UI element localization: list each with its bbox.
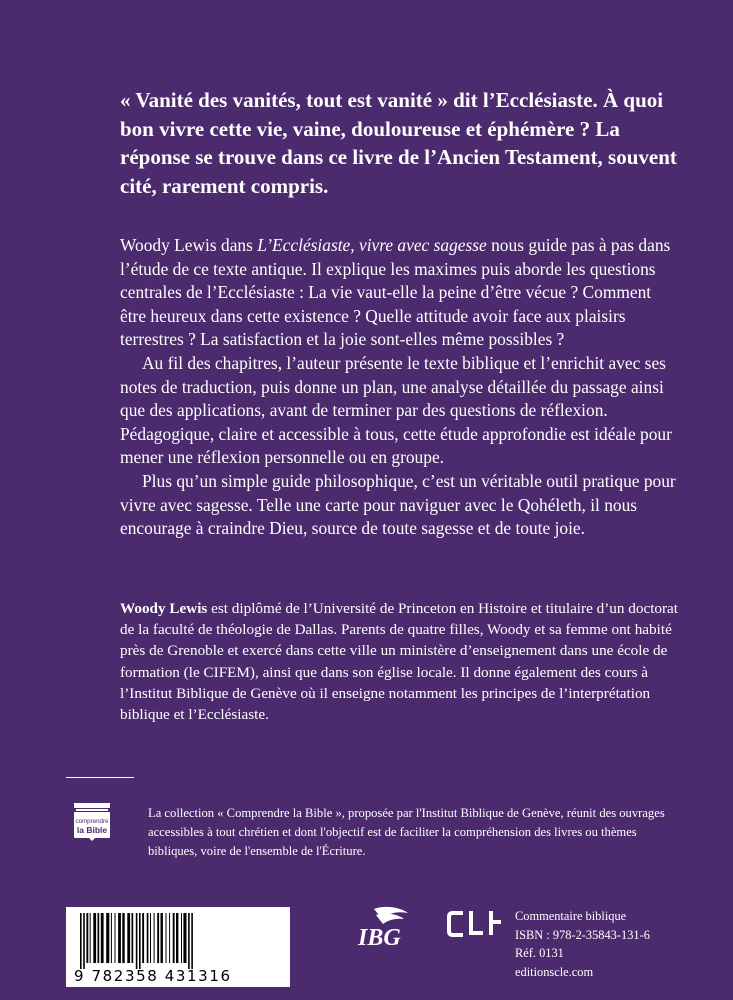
ibg-logo-icon — [354, 905, 410, 949]
divider — [66, 777, 134, 778]
barcode — [66, 907, 290, 987]
barcode-bar — [115, 913, 116, 963]
collection-logo — [72, 802, 112, 842]
barcode-number: 9 782358 431316 — [74, 967, 232, 985]
barcode-bar — [169, 913, 170, 963]
barcode-bar — [150, 913, 151, 963]
barcode-bar — [98, 913, 100, 963]
lead-paragraph: « Vanité des vanités, tout est vanité » dit l’Ecclésiaste. À quoi bon vivre cette vie, vaine, douloureuse et éphémère ? La réponse se trouve dans ce livre de l’Ancien Testament, souvent cité, rarement compris. — [120, 88, 677, 198]
barcode-bars — [76, 913, 280, 969]
barcode-bar — [127, 913, 130, 963]
isbn: ISBN : 978-2-35843-131-6 — [515, 927, 650, 942]
reference: Réf. 0131 — [515, 946, 564, 961]
cle-logo-icon — [447, 907, 503, 943]
barcode-bar — [136, 913, 138, 969]
svg-text:la Bible: la Bible — [76, 825, 108, 835]
barcode-bar — [139, 913, 141, 969]
description-paragraph-3: Plus qu’un simple guide philosophique, c’est un véritable outil pratique pour vivre avec sagesse. Telle une carte pour naviguer avec le Qohéleth, il nous encourage à craindre Dieu, source de toute sagesse et de toute joie. — [120, 470, 676, 539]
barcode-bar — [101, 913, 104, 963]
barcode-bar — [147, 913, 149, 963]
barcode-bar — [181, 913, 182, 963]
description-paragraph-1: Woody Lewis dans L’Ecclésiaste, vivre avec sagesse nous guide pas à pas dans l’étude de ce texte antique. Il explique les maximes puis aborde les questions centrales de l’Ecclésiaste : La vie vaut-elle la peine d’être vécue ? Comment être heureux dans cette existence ? Quelle attitude avoir face aux plaisirs terrestres ? La satisfaction et la joie sont-elles même possibles ? — [120, 235, 671, 350]
book-icon — [72, 802, 112, 842]
svg-text:comprendre: comprendre — [75, 818, 109, 825]
svg-text:IBG: IBG — [358, 925, 401, 949]
barcode-bar — [142, 913, 144, 963]
barcode-bar — [173, 913, 175, 963]
barcode-bar — [188, 913, 190, 969]
book-title: L’Ecclésiaste, vivre avec sagesse — [257, 235, 487, 255]
barcode-bar — [83, 913, 85, 969]
barcode-bar — [191, 913, 193, 969]
barcode-bar — [176, 913, 178, 963]
barcode-bar — [161, 913, 163, 963]
website-link[interactable]: editionscle.com — [515, 964, 594, 979]
barcode-bar — [90, 913, 91, 963]
ibg-logo — [354, 905, 410, 949]
cle-logo — [447, 907, 503, 943]
description-paragraph-2: Au fil des chapitres, l’auteur présente le texte biblique et l’enrichit avec ses notes de traduction, puis donne un plan, une analyse détaillée du passage ainsi que des applications, avant de terminer par des questions de réflexion. Pédagogique, claire et accessible à tous, cette étude approfondie est idéale pour mener une réflexion personnelle ou en groupe. — [120, 352, 672, 468]
author-name: Woody Lewis — [120, 600, 208, 617]
barcode-bar — [157, 913, 159, 963]
barcode-bar — [80, 913, 82, 969]
barcode-bar — [111, 913, 112, 963]
barcode-bar — [118, 913, 121, 963]
category: Commentaire biblique — [515, 909, 627, 923]
author-bio: Woody Lewis est diplômé de l’Université de Princeton en Histoire et titulaire d’un doctorat de la faculté de théologie de Dallas. Parents de quatre filles, Woody et sa femme ont habité près de Grenoble et exercé dans cette ville un ministère d’enseignement dans une école de formation (le CIFEM), ainsi que dans son église locale. Il donne également des cours à l’Institut Biblique de Genève où il enseigne notamment les principes de l’interprétation biblique et l’Ecclésiaste. — [120, 600, 679, 724]
barcode-bar — [86, 913, 88, 963]
barcode-bar — [154, 913, 155, 963]
publisher-info — [515, 907, 715, 981]
barcode-bar — [106, 913, 109, 963]
barcode-bar — [166, 913, 167, 963]
barcode-bar — [122, 913, 124, 963]
description — [120, 234, 680, 541]
collection-description: La collection « Comprendre la Bible », proposée par l'Institut Biblique de Genève, réunit des ouvrages accessibles à tout chrétien et dont l'objectif est de faciliter la compréhension des livres ou thèmes bibliques, voire de l'ensemble de l'Écriture. — [148, 806, 665, 858]
barcode-bar — [132, 913, 134, 963]
barcode-bar — [183, 913, 186, 963]
barcode-bar — [93, 913, 96, 963]
